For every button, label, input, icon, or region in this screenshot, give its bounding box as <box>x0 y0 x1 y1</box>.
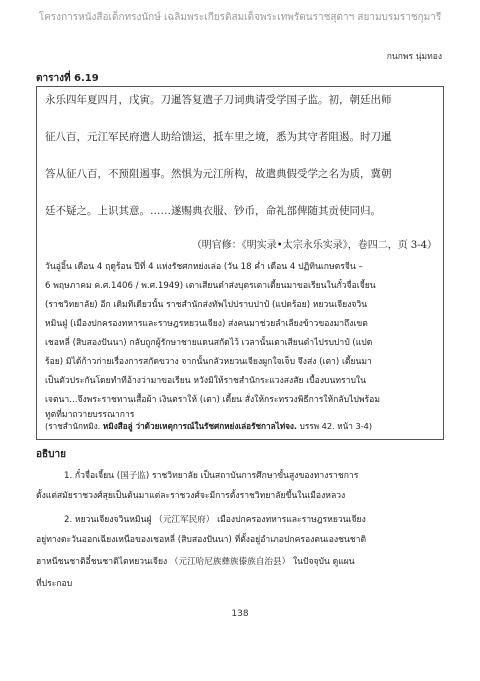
section-title: อธิบาย <box>36 449 66 460</box>
thai-line: หมินฝู่ (เมืองปกครองทหารและราษฎรหยวนเจียง) ส่งคนมาช่วยลำเลียงข้าวของมาถึงเขต <box>45 319 368 329</box>
citation-title: หมิงสือลู่ ว่าด้วยเหตุการณ์ในรัชศกหย่งเล่อรัชกาลไท่จง. <box>102 421 298 431</box>
thai-line: วันอู่อิ้น เดือน 4 ฤดูร้อน ปีที่ 4 แห่งรัชศกหย่งเล่อ (วัน 18 ค่ำ เดือน 4 ปฏิทินเกษตรจีน – <box>45 262 363 272</box>
chinese-line: 廷不疑之。上识其意。……遂赐典衣服、钞币，命礼部俾随其贡使同归。 <box>45 205 381 217</box>
thai-line: 6 พฤษภาคม ค.ศ.1406 / พ.ศ.1949) เตาเสียนต๋าส่งบุตรเตาเตี้ยนมาขอเรียนในกั๋วจื่อเจี้ยน <box>45 281 376 291</box>
chinese-line: 征八百，元江军民府遣人助给馈运，抵车里之境，悉为其守者阻遏。时刀暹 <box>45 131 392 143</box>
thai-line: เจตนา...จึงพระราชทานเสื้อผ้า เงินตราให้ (เตา) เตี้ยน สั่งให้กระทรวงพิธีการให้กลับไปพร้อม <box>45 395 380 405</box>
chinese-line: 永乐四年夏四月，戊寅。刀暹答复遣子刀词典请受学国子监。初，朝廷出师 <box>45 94 392 106</box>
page-number: 138 <box>231 609 249 619</box>
thai-citation <box>45 420 437 433</box>
thai-line: เป็นตัวประกันโดยทำทีอ้างว่ามาขอเรียน หวังมิให้ราชสำนักระแวงสงสัย เบื้องบนทราบใน <box>45 376 366 386</box>
thai-line: ร้อย) มิได้ก้าวก่ายเรื่องการสกัดขวาง จากนั้นกลัวหยวนเจียงผูกใจเจ็บ จึงส่ง (เตา) เตี้ยนมา <box>45 357 372 367</box>
thai-line: (ราชวิทยาลัย) อีก เดิมทีเดียวนั้น ราชสำนักส่งทัพไปปราบปาป๋ (แปดร้อย) หยวนเจียงจวิน <box>45 300 368 310</box>
explanation-line: 1. กั๋วจื่อเจี้ยน (国子监) ราชวิทยาลัย เป็นสถาบันการศึกษาขั้นสูงของทางราชการ <box>64 471 359 481</box>
table-title: ตารางที่ 6.19 <box>36 73 99 84</box>
header-project-title: โครงการหนังสือเด็กทรงนักษ์ เฉลิมพระเกียรติสมเด็จพระเทพรัตนราชสุดาฯ สยามบรมราชกุมารี <box>38 12 442 23</box>
citation-prefix: (ราชสำนักหมิง. <box>45 421 103 431</box>
quotation-box <box>36 86 444 440</box>
chinese-citation: （明官修：《明实录•太宗永乐实录》，卷四二，页 3-4） <box>191 240 437 251</box>
explanation-line: 2. หยวนเจียงจวินหมินฝู่ （元江军民府） เมืองปกครองทหารและราษฎรหยวนเจียง <box>64 515 366 525</box>
author-name: กนกพร นุ่มทอง <box>386 52 442 62</box>
thai-line: เชอหลี่ (สิบสองปันนา) กลับถูกผู้รักษาชายแดนสกัดไว้ เวลานั้นเตาเสียนต๋าไปรบปาป๋ (แปด <box>45 338 373 348</box>
explanation-line: อยู่ทางตะวันออกเฉียงเหนือของเชอหลี่ (สิบสองปันนา) ที่ตั้งอยู่อำเภอปกครองตนเองชนชาติ <box>36 535 367 545</box>
thai-line: ทูตที่มาถวายบรรณาการ <box>45 410 135 420</box>
citation-suffix: บรรพ 42. หน้า 3-4) <box>297 421 373 431</box>
chinese-line: 答从征八百，不预阻遏事。然惧为元江所构，故遣典假受学之名为质，冀朝 <box>45 168 392 180</box>
explanation-line: ที่ประกอบ <box>36 579 73 589</box>
explanation-line: ตั้งแต่สมัยราชวงศ์สุยเป็นต้นมาแต่ละราชวงศ์จะมีการตั้งราชวิทยาลัยขึ้นในเมืองหลวง <box>36 491 346 501</box>
explanation-line: ฮาหนีชนชาติอี๋ชนชาติไตหยวนเจียง （元江哈尼族彝族傣族自治县） ในปัจจุบัน ดูแผน <box>36 557 355 567</box>
